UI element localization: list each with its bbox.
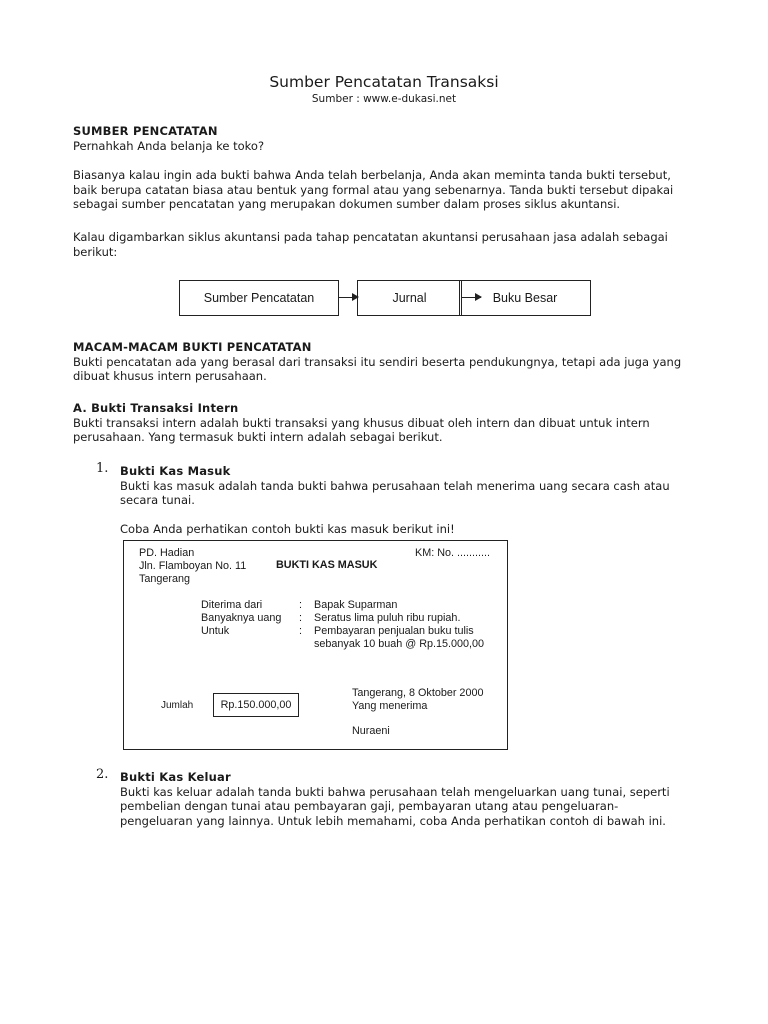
field-separator: : [299,612,302,624]
paragraph-line: Kalau digambarkan siklus akuntansi pada tahap pencatatan akuntansi perusahaan jasa adalah sebagai [73,230,668,244]
receipt-place-date: Tangerang, 8 Oktober 2000 [352,687,484,699]
paragraph-1 [73,168,703,212]
jumlah-label: Jumlah [161,700,194,711]
flow-box-label: Sumber Pencatatan [203,290,315,305]
section-sumber-pencatatan [73,124,703,153]
section-macam-bukti [73,340,703,384]
field-separator: : [299,625,302,637]
paragraph-line: baik berupa catatan biasa atau bentuk yang formal atau yang sebenarnya. Tanda bukti tersebut dipakai [73,182,674,197]
receipt-title: BUKTI KAS MASUK [276,559,378,571]
item-heading: Bukti Kas Keluar [120,770,231,784]
amount-value: Rp.150.000,00 [220,698,292,711]
paragraph-line: berikut: [73,244,118,259]
example-text [120,522,720,537]
paragraph-line: Bukti pencatatan ada yang berasal dari transaksi itu sendiri beserta pendukungnya, tetapi ada juga yang [73,354,682,369]
paragraph-line: sebagai sumber pencatatan yang merupakan dokumen sumber dalam proses siklus akuntansi. [73,197,621,212]
paragraph-line: dibuat khusus intern perusahaan. [73,369,267,384]
receipt-bukti-kas-masuk [123,540,508,750]
flow-box-sumber-pencatatan [179,280,339,316]
flow-arrow [339,297,358,298]
section-bukti-transaksi-intern [73,401,703,445]
paragraph-line: Bukti kas keluar adalah tanda bukti bahwa perusahaan telah mengeluarkan uang tunai, seperti [120,784,670,799]
field-label: Diterima dari [201,599,263,611]
item-heading: Bukti Kas Masuk [120,464,231,478]
paragraph-line: Coba Anda perhatikan contoh bukti kas masuk berikut ini! [120,522,455,536]
field-value-continued: sebanyak 10 buah @ Rp.15.000,00 [314,638,485,650]
list-number: 1. [96,461,109,476]
field-value: Pembayaran penjualan buku tulis [314,625,474,637]
flow-box-label: Buku Besar [492,290,558,305]
list-item-bukti-kas-keluar [120,770,720,828]
section-heading: SUMBER PENCATATAN [73,124,218,138]
receiver-label: Yang menerima [352,700,428,712]
receipt-km-number: KM: No. ........... [415,547,490,559]
field-label: Untuk [201,625,230,637]
paragraph-line: Biasanya kalau ingin ada bukti bahwa Anda telah berbelanja, Anda akan meminta tanda bukti tersebut, [73,168,671,182]
question-text: Pernahkah Anda belanja ke toko? [73,138,265,153]
paragraph-line: pembelian dengan tunai atau pembayaran gaji, pembayaran utang atau pengeluaran- [120,799,619,814]
amount-box [213,693,299,717]
section-heading: MACAM-MACAM BUKTI PENCATATAN [73,340,312,354]
section-heading: A. Bukti Transaksi Intern [73,401,239,415]
flow-box-label: Jurnal [392,290,427,305]
list-number: 2. [96,767,109,782]
receipt-company: PD. Hadian [139,547,195,559]
list-item-bukti-kas-masuk [120,464,720,508]
paragraph-line: secara tunai. [120,493,195,508]
paragraph-line: Bukti kas masuk adalah tanda bukti bahwa perusahaan telah menerima uang secara cash atau [120,478,670,493]
page-title: Sumber Pencatatan Transaksi [269,73,499,91]
receiver-name: Nuraeni [352,725,390,737]
field-value: Seratus lima puluh ribu rupiah. [314,612,461,624]
paragraph-line: perusahaan. Yang termasuk bukti intern adalah sebagai berikut. [73,430,443,445]
flow-box-buku-besar [459,280,591,316]
field-separator: : [299,599,302,611]
receipt-city: Tangerang [139,573,191,585]
field-label: Banyaknya uang [201,612,282,624]
paragraph-2 [73,230,703,259]
flow-box-jurnal [357,280,462,316]
source-line: Sumber : www.e-dukasi.net [311,93,457,105]
field-value: Bapak Suparman [314,599,398,611]
paragraph-line: pengeluaran yang lainnya. Untuk lebih memahami, coba Anda perhatikan contoh di bawah ini. [120,813,666,828]
paragraph-line: Bukti transaksi intern adalah bukti transaksi yang khusus dibuat oleh intern dan dibuat untuk intern [73,415,650,430]
receipt-address: Jln. Flamboyan No. 11 [139,560,247,572]
